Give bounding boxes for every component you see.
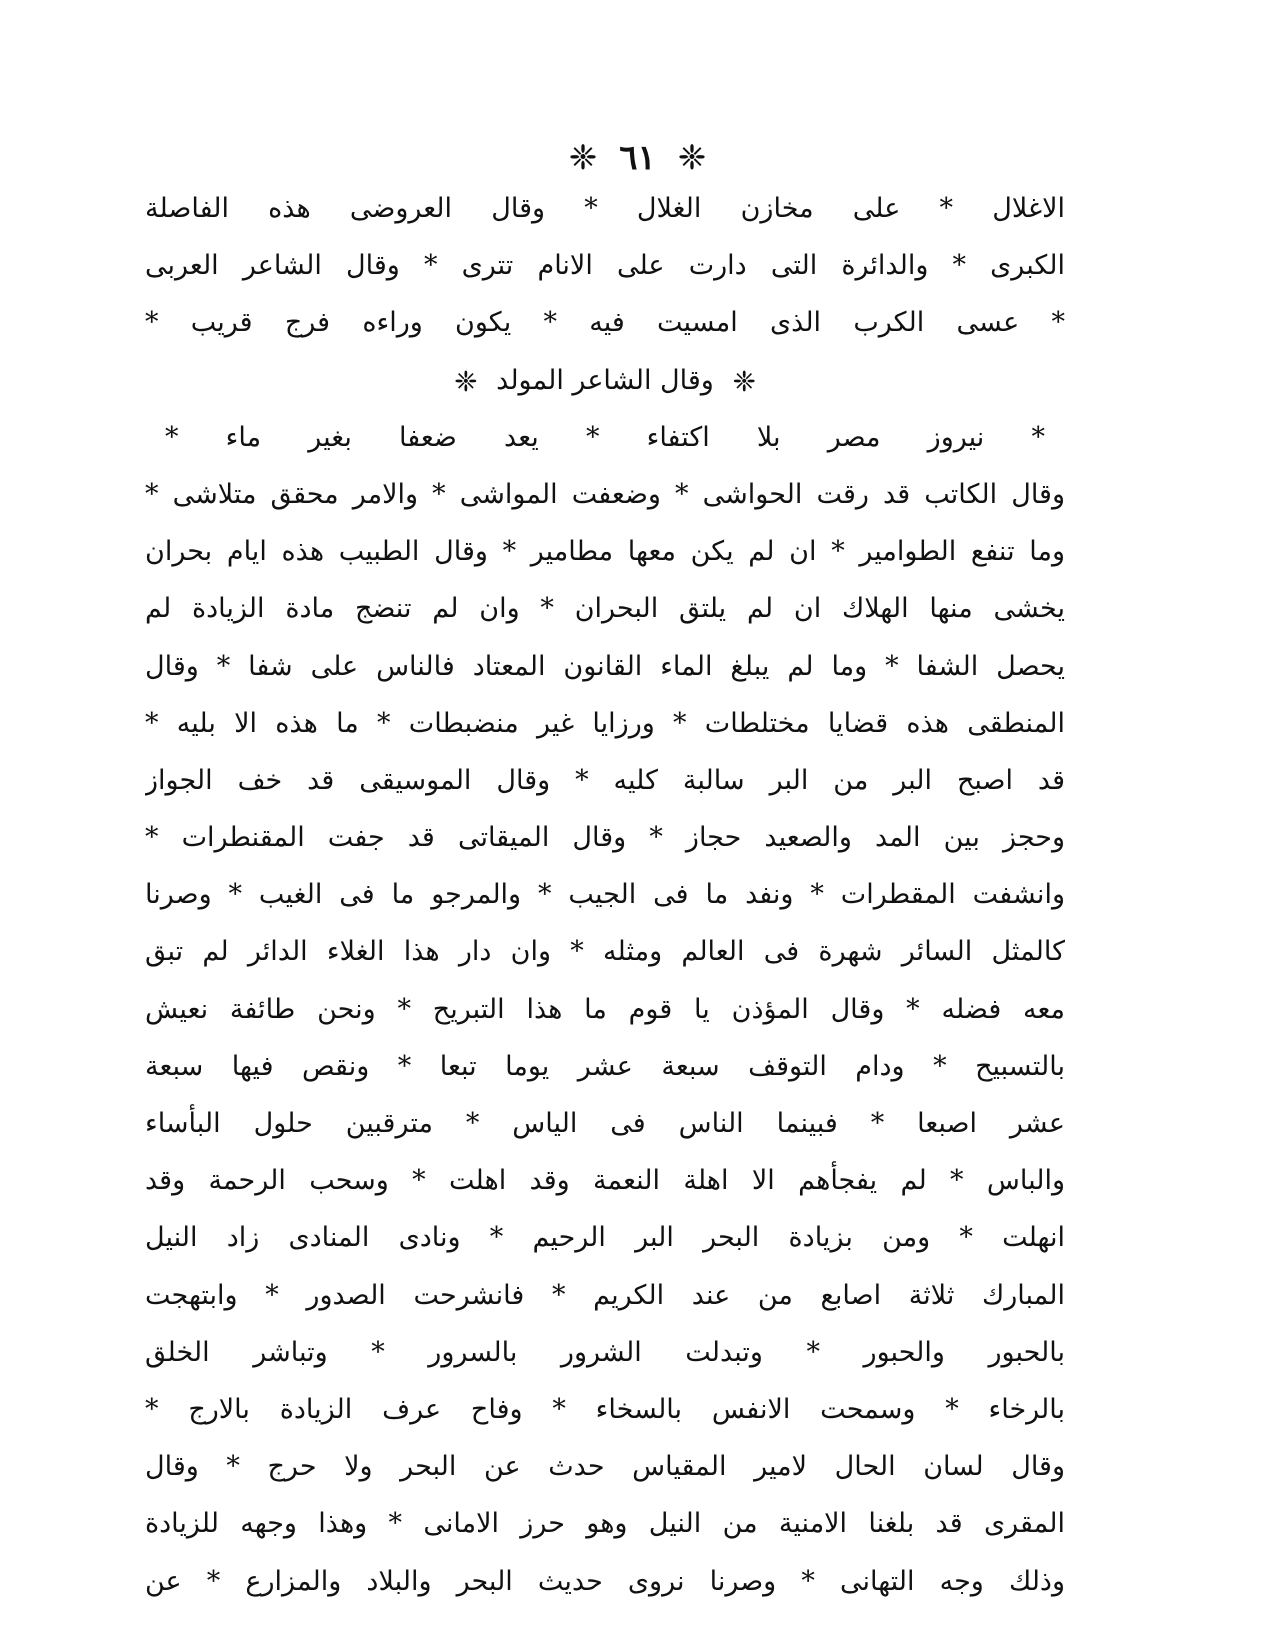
text-line: بالرخاء * وسمحت الانفس بالسخاء * وفاح عرف الزيادة بالارج * [145, 1393, 1065, 1425]
text-line: الكبرى * والدائرة التى دارت على الانام تترى * وقال الشاعر العربى [145, 250, 1065, 282]
main-text [145, 180, 1065, 1610]
text-line: كالمثل السائر شهرة فى العالم ومثله * وان دار هذا الغلاء الدائر لم تبق [145, 936, 1065, 968]
poem-line: * نيروز مصر بلا اكتفاء * يعد ضعفا بغير ماء * [165, 421, 1045, 453]
text-line: المبارك ثلاثة اصابع من عند الكريم * فانشرحت الصدور * وابتهجت [145, 1279, 1065, 1311]
text-line: وحجز بين المد والصعيد حجاز * وقال الميقاتى قد جفت المقنطرات * [145, 822, 1065, 854]
text-line: المقرى قد بلغنا الامنية من النيل وهو حرز الامانى * وهذا وجهه للزيادة [145, 1508, 1065, 1540]
page-header [0, 128, 1275, 188]
text-line: انهلت * ومن بزيادة البحر البر الرحيم * ونادى المنادى زاد النيل [145, 1222, 1065, 1254]
flower-ornament-icon: ❈ [568, 138, 598, 178]
page-number: ٦١ [619, 138, 656, 178]
text-line: الاغلال * على مخازن الغلال * وقال العروضى هذه الفاصلة [145, 193, 1065, 224]
text-line: قد اصبح البر من البر سالبة كليه * وقال الموسيقى قد خف الجواز [145, 764, 1065, 796]
text-line: عشر اصبعا * فبينما الناس فى الياس * مترقبين حلول البأساء [145, 1108, 1065, 1139]
text-line: المنطقى هذه قضايا مختلطات * ورزايا غير منضبطات * ما هذه الا بليه * [145, 707, 1065, 739]
text-line: وقال الكاتب قد رقت الحواشى * وضعفت المواشى * والامر محقق متلاشى * [145, 478, 1065, 510]
text-line: بالتسبيح * ودام التوقف سبعة عشر يوما تبعا * ونقص فيها سبعة [145, 1050, 1065, 1082]
flower-ornament-icon: ❈ [677, 138, 707, 178]
section-heading [145, 352, 1065, 409]
text-line: يخشى منها الهلاك ان لم يلتق البحران * وان لم تنضج مادة الزيادة لم [145, 593, 1065, 625]
text-line: معه فضله * وقال المؤذن يا قوم ما هذا التبريح * ونحن طائفة نعيش [145, 993, 1065, 1025]
section-heading-text: وقال الشاعر المولد [496, 364, 714, 396]
text-line: بالحبور والحبور * وتبدلت الشرور بالسرور * وتباشر الخلق [145, 1336, 1065, 1368]
flower-ornament-icon: ❈ [732, 364, 756, 398]
text-line: وانشفت المقطرات * ونفد ما فى الجيب * والمرجو ما فى الغيب * وصرنا [145, 879, 1065, 911]
text-line: * عسى الكرب الذى امسيت فيه * يكون وراءه فرج قريب * [145, 307, 1065, 339]
text-line: والباس * لم يفجأهم الا اهلة النعمة وقد اهلت * وسحب الرحمة وقد [145, 1165, 1065, 1197]
text-line: وما تنفع الطوامير * ان لم يكن معها مطامير * وقال الطبيب هذه ايام بحران [145, 536, 1065, 568]
flower-ornament-icon: ❈ [454, 364, 478, 398]
text-line: وقال لسان الحال لامير المقياس حدث عن البحر ولا حرج * وقال [145, 1451, 1065, 1483]
text-line: يحصل الشفا * وما لم يبلغ الماء القانون المعتاد فالناس على شفا * وقال [145, 650, 1065, 682]
text-line: وذلك وجه التهانى * وصرنا نروى حديث البحر والبلاد والمزارع * عن [145, 1565, 1065, 1597]
